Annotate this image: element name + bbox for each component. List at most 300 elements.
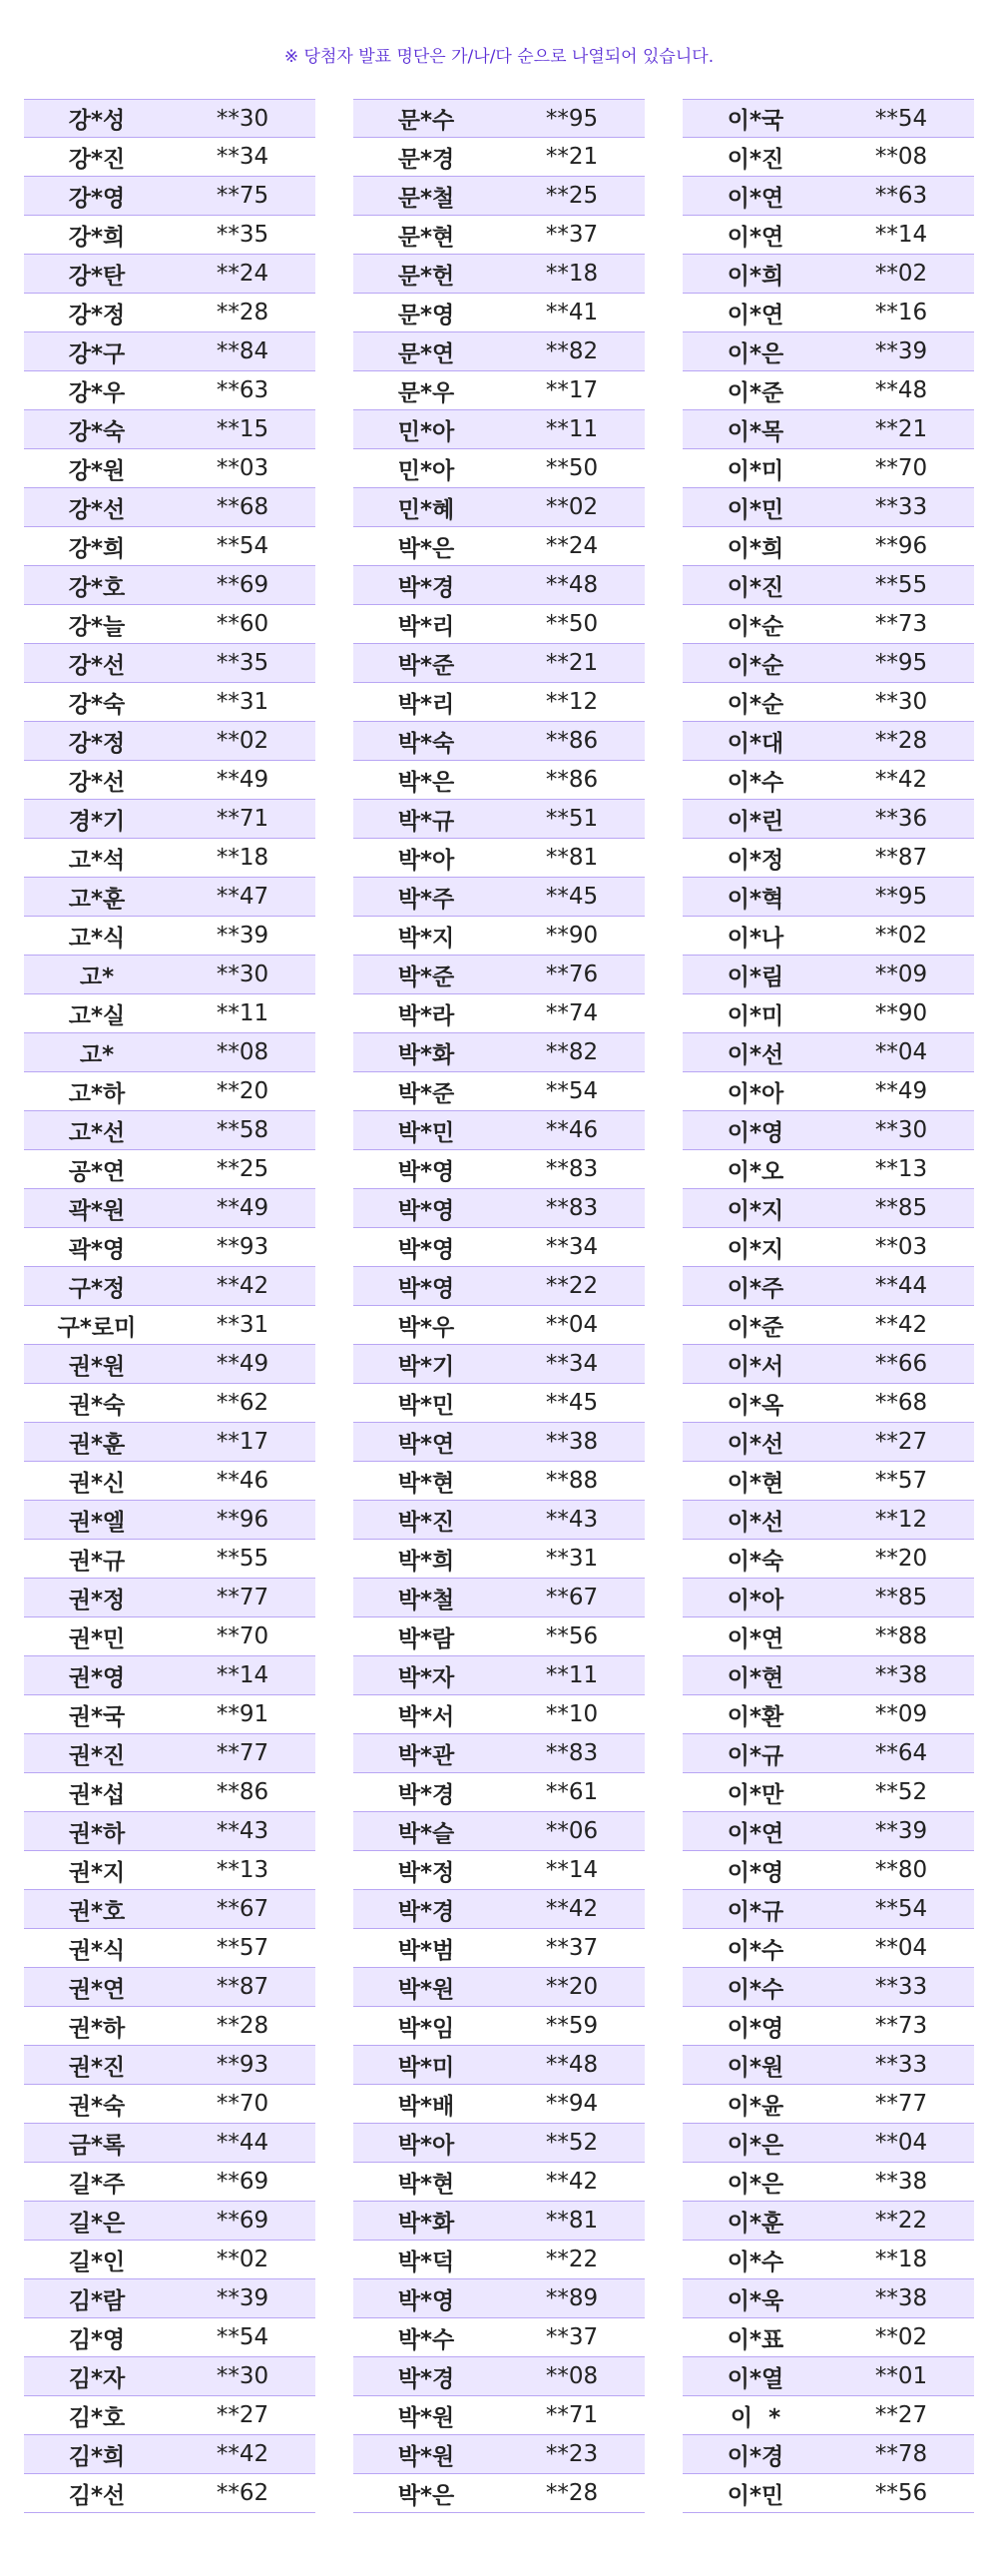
winner-phone-suffix: **25 xyxy=(545,183,599,209)
winner-phone-suffix: **38 xyxy=(545,1429,599,1455)
winner-name: 이*린 xyxy=(727,808,784,835)
winner-phone-suffix: **20 xyxy=(216,1078,269,1104)
winner-row xyxy=(353,1734,645,1773)
winner-name: 이*수 xyxy=(727,1976,784,2003)
winner-name: 이*순 xyxy=(727,652,784,679)
winner-name: 이*아 xyxy=(727,1587,784,1613)
winner-row xyxy=(683,1617,974,1656)
winner-row xyxy=(24,1423,315,1462)
winner-phone-suffix: **02 xyxy=(874,261,928,287)
winner-row xyxy=(24,2163,315,2202)
winner-row xyxy=(683,138,974,177)
winner-row xyxy=(24,216,315,255)
winner-name: 박*영 xyxy=(397,1158,455,1185)
winner-row xyxy=(353,2046,645,2085)
winner-phone-suffix: **48 xyxy=(874,377,928,403)
winner-phone-suffix: **42 xyxy=(874,1312,928,1338)
winner-name: 문*연 xyxy=(397,340,455,367)
winner-phone-suffix: **87 xyxy=(216,1974,269,2000)
winner-row xyxy=(683,2474,974,2513)
winner-name: 이*미 xyxy=(727,457,784,484)
winner-phone-suffix: **03 xyxy=(874,1234,928,1260)
winner-name: 이*숙 xyxy=(727,1548,784,1575)
winner-phone-suffix: **27 xyxy=(874,2402,928,2428)
winner-row xyxy=(24,2474,315,2513)
winner-phone-suffix: **04 xyxy=(874,2130,928,2156)
winner-name: 박*현 xyxy=(397,2171,455,2198)
winner-phone-suffix: **27 xyxy=(216,2402,269,2428)
winner-row xyxy=(683,1656,974,1695)
winner-name: 박*화 xyxy=(397,2210,455,2237)
winner-name: 문*영 xyxy=(397,302,455,328)
winner-name: 박*경 xyxy=(397,574,455,601)
winner-name: 이*열 xyxy=(727,2365,784,2392)
winner-row xyxy=(683,2435,974,2474)
winner-row xyxy=(24,1579,315,1617)
winner-row xyxy=(24,1890,315,1929)
winner-name: 이*오 xyxy=(727,1158,784,1185)
winner-row xyxy=(24,2357,315,2396)
winner-row xyxy=(683,1345,974,1384)
winner-phone-suffix: **20 xyxy=(874,1546,928,1572)
winner-phone-suffix: **90 xyxy=(545,923,599,949)
winner-row xyxy=(353,2357,645,2396)
winner-name: 박*영 xyxy=(397,1275,455,1302)
winner-name: 민*아 xyxy=(397,457,455,484)
winner-row xyxy=(683,878,974,917)
winner-phone-suffix: **13 xyxy=(874,1156,928,1182)
winner-row xyxy=(353,2007,645,2046)
winner-row xyxy=(24,410,315,449)
winner-row xyxy=(24,2046,315,2085)
winner-row xyxy=(24,1189,315,1228)
winner-name: 이*국 xyxy=(727,108,784,134)
winner-name: 박*임 xyxy=(397,2015,455,2042)
winner-row xyxy=(353,1656,645,1695)
winner-name: 강*선 xyxy=(68,652,126,679)
winner-phone-suffix: **22 xyxy=(545,1273,599,1299)
winner-phone-suffix: **96 xyxy=(874,533,928,559)
winner-row xyxy=(353,605,645,644)
winner-name: 박*민 xyxy=(397,1119,455,1146)
winner-name: 박*주 xyxy=(397,886,455,913)
winner-phone-suffix: **28 xyxy=(874,728,928,754)
winner-phone-suffix: **88 xyxy=(545,1468,599,1494)
winner-phone-suffix: **24 xyxy=(545,533,599,559)
winner-name: 이 * xyxy=(730,2404,781,2431)
winner-row xyxy=(24,683,315,722)
winner-phone-suffix: **35 xyxy=(216,650,269,676)
winner-phone-suffix: **70 xyxy=(216,1623,269,1649)
winner-name: 문*수 xyxy=(397,108,455,134)
winner-phone-suffix: **76 xyxy=(545,962,599,987)
winner-name: 박*규 xyxy=(397,808,455,835)
winner-phone-suffix: **50 xyxy=(545,455,599,481)
winner-phone-suffix: **71 xyxy=(216,806,269,832)
winner-row xyxy=(683,1072,974,1111)
winner-name: 강*정 xyxy=(68,730,126,757)
winner-name: 이*원 xyxy=(727,2054,784,2081)
winner-row xyxy=(683,1929,974,1968)
winner-row xyxy=(353,177,645,216)
winner-phone-suffix: **46 xyxy=(545,1117,599,1143)
winner-row xyxy=(24,99,315,138)
winner-phone-suffix: **28 xyxy=(545,2480,599,2506)
winner-row xyxy=(24,566,315,605)
winner-name: 김*자 xyxy=(68,2365,126,2392)
winner-phone-suffix: **64 xyxy=(874,1740,928,1766)
winner-phone-suffix: **42 xyxy=(216,2441,269,2467)
winner-row xyxy=(683,1228,974,1267)
winner-row xyxy=(24,761,315,800)
winner-phone-suffix: **01 xyxy=(874,2363,928,2389)
winner-phone-suffix: **37 xyxy=(545,2324,599,2350)
winner-phone-suffix: **43 xyxy=(545,1507,599,1533)
winner-name: 고*하 xyxy=(68,1080,126,1107)
winner-name: 강*성 xyxy=(68,108,126,134)
winner-name: 금*록 xyxy=(68,2132,126,2159)
winner-row xyxy=(24,1656,315,1695)
winner-name: 김*영 xyxy=(68,2326,126,2353)
winner-phone-suffix: **18 xyxy=(545,261,599,287)
winner-phone-suffix: **57 xyxy=(216,1935,269,1961)
winner-row xyxy=(24,722,315,761)
winner-row xyxy=(683,294,974,332)
winner-phone-suffix: **42 xyxy=(545,2169,599,2195)
winner-row xyxy=(24,177,315,216)
winner-name: 강*탄 xyxy=(68,263,126,290)
winner-name: 곽*영 xyxy=(68,1236,126,1263)
winner-name: 이*서 xyxy=(727,1353,784,1380)
winner-name: 박*숙 xyxy=(397,730,455,757)
winner-row xyxy=(683,1501,974,1540)
winner-name: 이*림 xyxy=(727,964,784,990)
winner-phone-suffix: **74 xyxy=(545,1000,599,1026)
winner-row xyxy=(24,1501,315,1540)
winner-phone-suffix: **48 xyxy=(545,2052,599,2078)
winner-row xyxy=(683,2163,974,2202)
winner-row xyxy=(24,2396,315,2435)
winner-name: 이*준 xyxy=(727,1314,784,1341)
winner-phone-suffix: **71 xyxy=(545,2402,599,2428)
winner-row xyxy=(683,2046,974,2085)
winner-phone-suffix: **14 xyxy=(874,222,928,248)
winner-row xyxy=(24,1384,315,1423)
winner-row xyxy=(683,566,974,605)
winner-row xyxy=(683,1189,974,1228)
winner-phone-suffix: **62 xyxy=(216,1390,269,1416)
winner-name: 이*영 xyxy=(727,1119,784,1146)
winner-phone-suffix: **31 xyxy=(545,1546,599,1572)
winner-row xyxy=(683,99,974,138)
winner-name: 권*하 xyxy=(68,2015,126,2042)
winner-row xyxy=(24,449,315,488)
winner-name: 이*나 xyxy=(727,925,784,952)
winner-name: 이*지 xyxy=(727,1197,784,1224)
winner-phone-suffix: **13 xyxy=(216,1857,269,1883)
winner-row xyxy=(683,917,974,956)
winner-phone-suffix: **33 xyxy=(874,1974,928,2000)
winner-name: 이*희 xyxy=(727,263,784,290)
winner-row xyxy=(353,1033,645,1072)
winner-row xyxy=(24,1851,315,1890)
winner-phone-suffix: **11 xyxy=(545,416,599,442)
winner-row xyxy=(683,1462,974,1501)
winner-row xyxy=(353,994,645,1033)
winner-name: 이*은 xyxy=(727,2132,784,2159)
winner-row xyxy=(683,1423,974,1462)
winner-name: 이*수 xyxy=(727,1937,784,1964)
winner-name: 박*람 xyxy=(397,1625,455,1652)
winner-phone-suffix: **63 xyxy=(216,377,269,403)
winner-name: 권*식 xyxy=(68,1937,126,1964)
winner-row xyxy=(353,800,645,839)
winner-name: 강*희 xyxy=(68,535,126,562)
winner-row xyxy=(353,2241,645,2279)
winner-phone-suffix: **14 xyxy=(545,1857,599,1883)
winner-phone-suffix: **54 xyxy=(545,1078,599,1104)
winner-row xyxy=(683,1734,974,1773)
winner-phone-suffix: **18 xyxy=(216,845,269,871)
winner-phone-suffix: **39 xyxy=(874,1818,928,1844)
winner-phone-suffix: **28 xyxy=(216,300,269,325)
winner-phone-suffix: **30 xyxy=(874,1117,928,1143)
winner-name: 박*은 xyxy=(397,535,455,562)
winner-row xyxy=(353,255,645,294)
winner-name: 강*선 xyxy=(68,769,126,796)
winner-name: 박*연 xyxy=(397,1431,455,1458)
winner-row xyxy=(683,722,974,761)
winner-name: 박*지 xyxy=(397,925,455,952)
winner-row xyxy=(24,839,315,878)
winner-name: 박*희 xyxy=(397,1548,455,1575)
winner-phone-suffix: **82 xyxy=(545,338,599,364)
winner-phone-suffix: **30 xyxy=(874,689,928,715)
winner-phone-suffix: **54 xyxy=(216,2324,269,2350)
winner-row xyxy=(353,683,645,722)
winner-row xyxy=(353,2279,645,2318)
winner-name: 권*국 xyxy=(68,1703,126,1730)
winner-row xyxy=(353,2474,645,2513)
winner-row xyxy=(683,800,974,839)
winner-name: 김*람 xyxy=(68,2287,126,2314)
winner-row xyxy=(683,644,974,683)
winner-name: 민*혜 xyxy=(397,496,455,523)
winner-name: 권*엘 xyxy=(68,1509,126,1536)
winner-phone-suffix: **77 xyxy=(216,1585,269,1610)
winner-name: 길*은 xyxy=(68,2210,126,2237)
winner-name: 민*아 xyxy=(397,418,455,445)
winner-name: 권*숙 xyxy=(68,1392,126,1419)
winner-row xyxy=(353,2085,645,2124)
winner-row xyxy=(683,2007,974,2046)
winner-phone-suffix: **42 xyxy=(216,1273,269,1299)
winner-name: 강*정 xyxy=(68,302,126,328)
winner-row xyxy=(24,294,315,332)
winner-row xyxy=(24,1540,315,1579)
winner-row xyxy=(24,605,315,644)
winner-phone-suffix: **38 xyxy=(874,1662,928,1688)
winner-row xyxy=(353,138,645,177)
winner-phone-suffix: **73 xyxy=(874,611,928,637)
winner-name: 권*민 xyxy=(68,1625,126,1652)
winner-row xyxy=(353,1345,645,1384)
winner-phone-suffix: **73 xyxy=(874,2013,928,2039)
winner-phone-suffix: **31 xyxy=(216,1312,269,1338)
winner-name: 박*철 xyxy=(397,1587,455,1613)
winner-name: 이*연 xyxy=(727,302,784,328)
winner-name: 박*미 xyxy=(397,2054,455,2081)
winner-name: 박*자 xyxy=(397,1664,455,1691)
winner-phone-suffix: **55 xyxy=(874,572,928,598)
winner-row xyxy=(353,371,645,410)
winner-row xyxy=(683,2396,974,2435)
winner-row xyxy=(683,216,974,255)
winner-row xyxy=(24,255,315,294)
winner-name: 박*경 xyxy=(397,2365,455,2392)
winner-name: 강*호 xyxy=(68,574,126,601)
winner-phone-suffix: **02 xyxy=(216,2247,269,2272)
winner-row xyxy=(24,488,315,527)
winner-phone-suffix: **08 xyxy=(216,1039,269,1065)
winner-row xyxy=(24,2279,315,2318)
winner-name: 문*헌 xyxy=(397,263,455,290)
winner-name: 이*대 xyxy=(727,730,784,757)
winner-phone-suffix: **85 xyxy=(874,1585,928,1610)
winner-row xyxy=(353,1695,645,1734)
winner-row xyxy=(24,1812,315,1851)
winner-row xyxy=(24,371,315,410)
winner-row xyxy=(683,2202,974,2241)
winner-name: 이*은 xyxy=(727,340,784,367)
winner-phone-suffix: **63 xyxy=(874,183,928,209)
winner-row xyxy=(683,449,974,488)
winner-row xyxy=(353,1890,645,1929)
winner-row xyxy=(24,2435,315,2474)
winner-row xyxy=(353,1579,645,1617)
winner-phone-suffix: **41 xyxy=(545,300,599,325)
winner-phone-suffix: **54 xyxy=(874,1896,928,1922)
winner-name: 강*숙 xyxy=(68,691,126,718)
winner-row xyxy=(683,2124,974,2163)
winner-phone-suffix: **33 xyxy=(874,494,928,520)
winner-phone-suffix: **54 xyxy=(216,533,269,559)
notice-text: ※ 당첨자 발표 명단은 가/나/다 순으로 나열되어 있습니다. xyxy=(283,47,715,67)
winner-row xyxy=(24,1968,315,2007)
winner-row xyxy=(353,1851,645,1890)
winner-row xyxy=(683,1812,974,1851)
winner-name: 박*덕 xyxy=(397,2249,455,2275)
winner-phone-suffix: **85 xyxy=(874,1195,928,1221)
winner-name: 이*수 xyxy=(727,769,784,796)
winner-row xyxy=(353,878,645,917)
winner-row xyxy=(353,2396,645,2435)
winner-phone-suffix: **43 xyxy=(216,1818,269,1844)
winner-name: 강*선 xyxy=(68,496,126,523)
winner-row xyxy=(353,1111,645,1150)
winner-row xyxy=(353,2163,645,2202)
winner-name: 이*순 xyxy=(727,691,784,718)
winner-phone-suffix: **68 xyxy=(216,494,269,520)
winner-phone-suffix: **66 xyxy=(874,1351,928,1377)
winner-phone-suffix: **77 xyxy=(216,1740,269,1766)
winner-row xyxy=(683,2085,974,2124)
winner-phone-suffix: **08 xyxy=(545,2363,599,2389)
winner-name: 고*실 xyxy=(68,1002,126,1029)
winner-row xyxy=(353,566,645,605)
winner-name: 강*진 xyxy=(68,146,126,173)
winner-phone-suffix: **34 xyxy=(545,1351,599,1377)
winner-phone-suffix: **88 xyxy=(874,1623,928,1649)
winner-name: 박*은 xyxy=(397,769,455,796)
winner-phone-suffix: **42 xyxy=(874,767,928,793)
winner-row xyxy=(683,605,974,644)
winner-name: 박*원 xyxy=(397,1976,455,2003)
winner-name: 이*영 xyxy=(727,1859,784,1886)
winner-phone-suffix: **69 xyxy=(216,2169,269,2195)
winner-phone-suffix: **87 xyxy=(874,845,928,871)
winner-phone-suffix: **49 xyxy=(216,767,269,793)
winner-name: 문*경 xyxy=(397,146,455,173)
winner-row xyxy=(353,761,645,800)
winner-name: 고*식 xyxy=(68,925,126,952)
winner-name: 이*정 xyxy=(727,847,784,874)
winner-phone-suffix: **37 xyxy=(545,222,599,248)
winner-name: 권*진 xyxy=(68,1742,126,1769)
winner-row xyxy=(353,1540,645,1579)
winner-phone-suffix: **27 xyxy=(874,1429,928,1455)
winner-phone-suffix: **45 xyxy=(545,884,599,910)
winner-row xyxy=(683,1306,974,1345)
winner-phone-suffix: **68 xyxy=(874,1390,928,1416)
winner-phone-suffix: **15 xyxy=(216,416,269,442)
winner-name: 권*호 xyxy=(68,1898,126,1925)
winner-name: 박*배 xyxy=(397,2093,455,2120)
winner-name: 권*정 xyxy=(68,1587,126,1613)
winner-name: 박*영 xyxy=(397,1236,455,1263)
winner-name: 박*리 xyxy=(397,613,455,640)
winner-row xyxy=(683,410,974,449)
winner-phone-suffix: **95 xyxy=(545,105,599,132)
winner-row xyxy=(683,332,974,371)
winner-name: 이*미 xyxy=(727,1002,784,1029)
winner-row xyxy=(24,2202,315,2241)
winner-row xyxy=(24,2085,315,2124)
winner-name: 권*섭 xyxy=(68,1781,126,1808)
winner-row xyxy=(353,2435,645,2474)
winner-name: 박*범 xyxy=(397,1937,455,1964)
winner-row xyxy=(683,839,974,878)
winner-row xyxy=(353,2124,645,2163)
winner-name: 길*주 xyxy=(68,2171,126,2198)
winner-row xyxy=(24,1111,315,1150)
winner-name: 이*경 xyxy=(727,2443,784,2470)
winner-phone-suffix: **02 xyxy=(545,494,599,520)
winner-row xyxy=(24,332,315,371)
winner-phone-suffix: **70 xyxy=(216,2091,269,2117)
winner-phone-suffix: **81 xyxy=(545,2208,599,2234)
winner-name: 박*경 xyxy=(397,1781,455,1808)
winner-row xyxy=(683,2279,974,2318)
winner-phone-suffix: **77 xyxy=(874,2091,928,2117)
winner-name: 김*호 xyxy=(68,2404,126,2431)
winner-phone-suffix: **17 xyxy=(545,377,599,403)
winner-row xyxy=(353,1072,645,1111)
winner-name: 이*연 xyxy=(727,1820,784,1847)
winner-phone-suffix: **08 xyxy=(874,144,928,170)
winner-row xyxy=(24,1617,315,1656)
winner-row xyxy=(24,878,315,917)
